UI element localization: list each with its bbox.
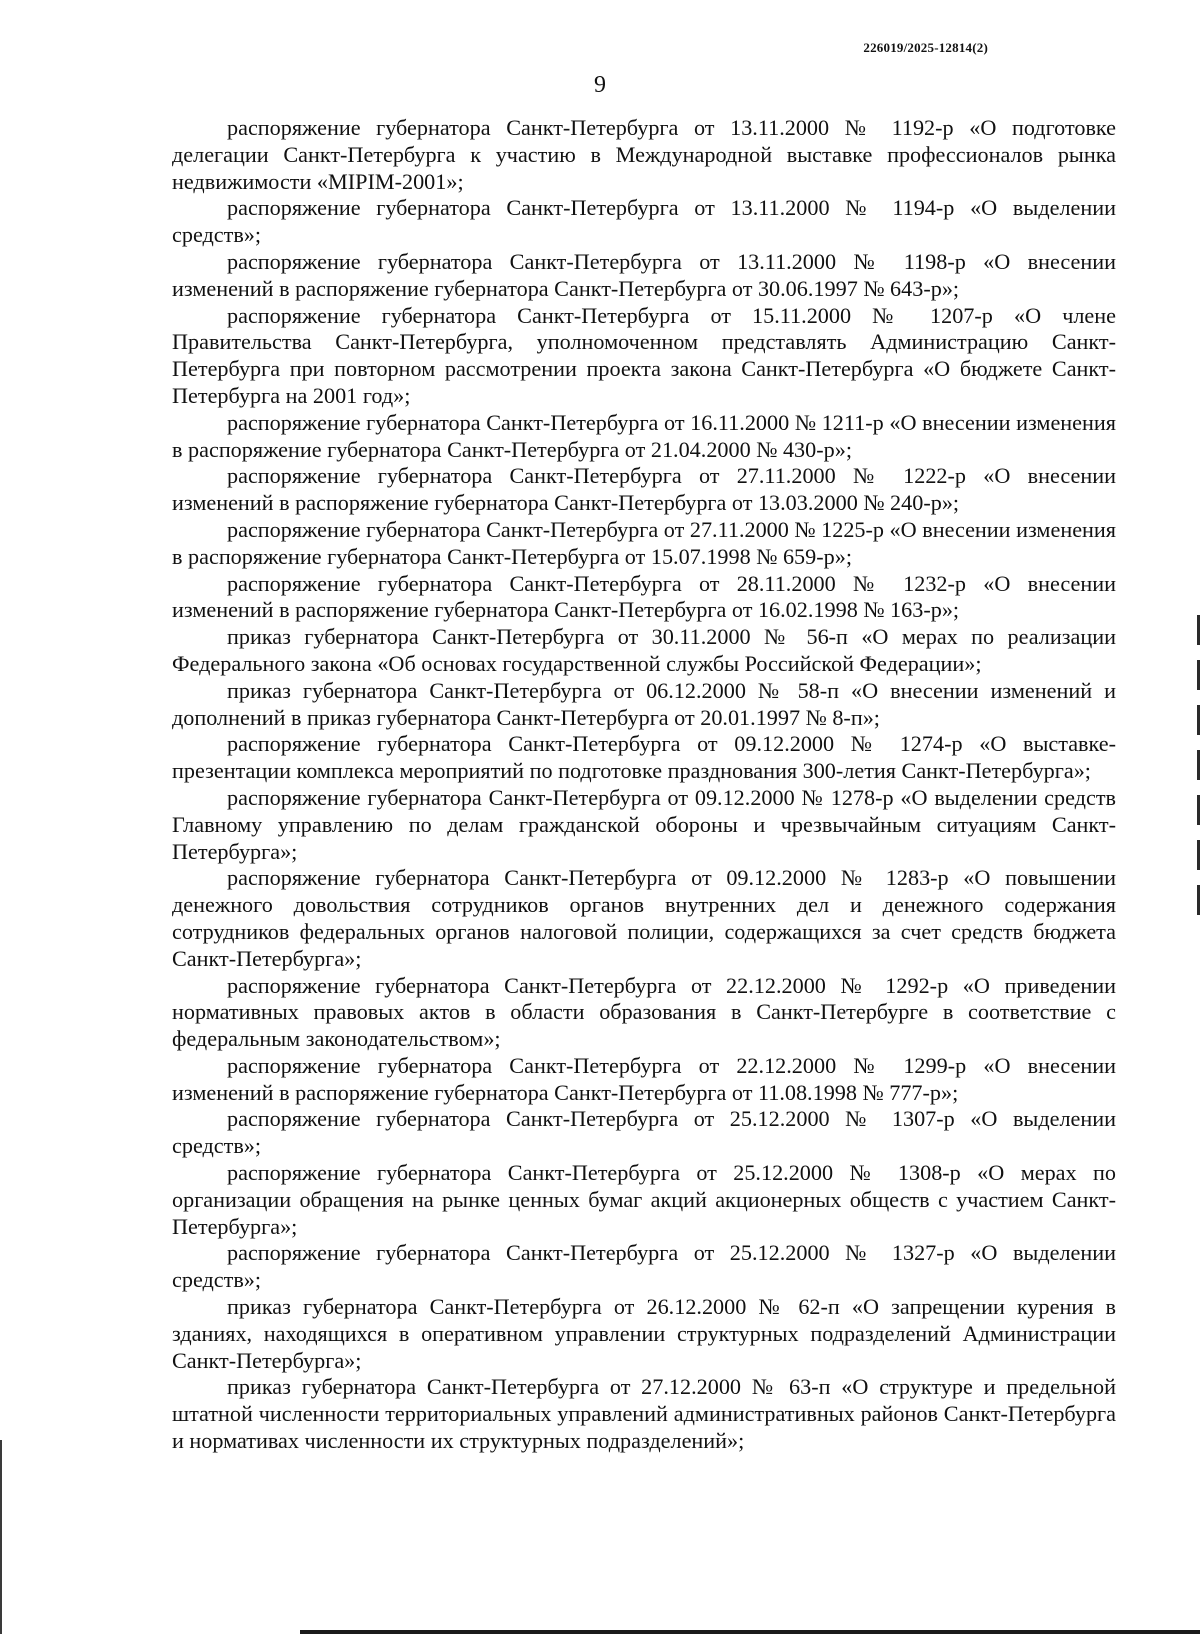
list-item: приказ губернатора Санкт-Петербурга от 27.12.2000 № 63-п «О структуре и предельной штатной численности территориальных управлений административных районов Санкт-Петербурга и нормативах численности их структурных подразделений»; [172, 1374, 1116, 1454]
document-registration-number: 226019/2025-12814(2) [863, 40, 988, 55]
list-item: распоряжение губернатора Санкт-Петербурга от 25.12.2000 № 1327-р «О выделении средств»; [172, 1240, 1116, 1293]
list-item: распоряжение губернатора Санкт-Петербурга от 09.12.2000 № 1283-р «О повышении денежного довольствия сотрудников органов внутренних дел и денежного содержания сотрудников федеральных органов налоговой полиции, содержащихся за счет средств бюджета Санкт-Петербурга»; [172, 865, 1116, 971]
document-body [172, 115, 1116, 1455]
list-item: распоряжение губернатора Санкт-Петербурга от 13.11.2000 № 1194-р «О выделении средств»; [172, 195, 1116, 248]
scan-edge-mark [0, 1440, 2, 1634]
list-item: распоряжение губернатора Санкт-Петербурга от 09.12.2000 № 1274-р «О выставке-презентации комплекса мероприятий по подготовке празднования 300-летия Санкт-Петербурга»; [172, 731, 1116, 784]
list-item: распоряжение губернатора Санкт-Петербурга от 16.11.2000 № 1211-р «О внесении изменения в распоряжение губернатора Санкт-Петербурга от 21.04.2000 № 430-р»; [172, 409, 1116, 462]
list-item: распоряжение губернатора Санкт-Петербурга от 09.12.2000 № 1278-р «О выделении средств Главному управлению по делам гражданской обороны и чрезвычайным ситуациям Санкт-Петербурга»; [172, 784, 1116, 864]
scan-edge-mark [300, 1630, 1200, 1634]
list-item: распоряжение губернатора Санкт-Петербурга от 25.12.2000 № 1307-р «О выделении средств»; [172, 1106, 1116, 1159]
list-item: распоряжение губернатора Санкт-Петербурга от 22.12.2000 № 1292-р «О приведении нормативных правовых актов в области образования в Санкт-Петербурге в соответствие с федеральным законодательством»; [172, 972, 1116, 1052]
list-item: распоряжение губернатора Санкт-Петербурга от 27.11.2000 № 1222-р «О внесении изменений в распоряжение губернатора Санкт-Петербурга от 13.03.2000 № 240-р»; [172, 463, 1116, 516]
list-item: распоряжение губернатора Санкт-Петербурга от 25.12.2000 № 1308-р «О мерах по организации обращения на рынке ценных бумаг акций акционерных обществ с участием Санкт-Петербурга»; [172, 1160, 1116, 1239]
list-item: распоряжение губернатора Санкт-Петербурга от 27.11.2000 № 1225-р «О внесении изменения в распоряжение губернатора Санкт-Петербурга от 15.07.1998 № 659-р»; [172, 516, 1116, 569]
list-item: распоряжение губернатора Санкт-Петербурга от 13.11.2000 № 1198-р «О внесении изменений в распоряжение губернатора Санкт-Петербурга от 30.06.1997 № 643-р»; [172, 248, 1116, 301]
list-item: приказ губернатора Санкт-Петербурга от 26.12.2000 № 62-п «О запрещении курения в зданиях, находящихся в оперативном управлении структурных подразделений Администрации Санкт-Петербурга»; [172, 1294, 1116, 1373]
list-item: распоряжение губернатора Санкт-Петербурга от 13.11.2000 № 1192-р «О подготовке делегации Санкт-Петербурга к участию в Международной выставке профессионалов рынка недвижимости «MIPIM-2001»; [172, 115, 1116, 194]
list-item: распоряжение губернатора Санкт-Петербурга от 22.12.2000 № 1299-р «О внесении изменений в распоряжение губернатора Санкт-Петербурга от 11.08.1998 № 777-р»; [172, 1052, 1116, 1105]
list-item: распоряжение губернатора Санкт-Петербурга от 28.11.2000 № 1232-р «О внесении изменений в распоряжение губернатора Санкт-Петербурга от 16.02.1998 № 163-р»; [172, 570, 1116, 623]
list-item: распоряжение губернатора Санкт-Петербурга от 15.11.2000 № 1207-р «О члене Правительства Санкт-Петербурга, уполномоченном представлять Администрацию Санкт-Петербурга при повторном рассмотрении проекта закона Санкт-Петербурга «О бюджете Санкт-Петербурга на 2001 год»; [172, 302, 1116, 408]
list-item: приказ губернатора Санкт-Петербурга от 30.11.2000 № 56-п «О мерах по реализации Федерального закона «Об основах государственной службы Российской Федерации»; [172, 624, 1116, 676]
list-item: приказ губернатора Санкт-Петербурга от 06.12.2000 № 58-п «О внесении изменений и дополнений в приказ губернатора Санкт-Петербурга от 20.01.1997 № 8-п»; [172, 677, 1116, 730]
page-number: 9 [594, 72, 606, 98]
